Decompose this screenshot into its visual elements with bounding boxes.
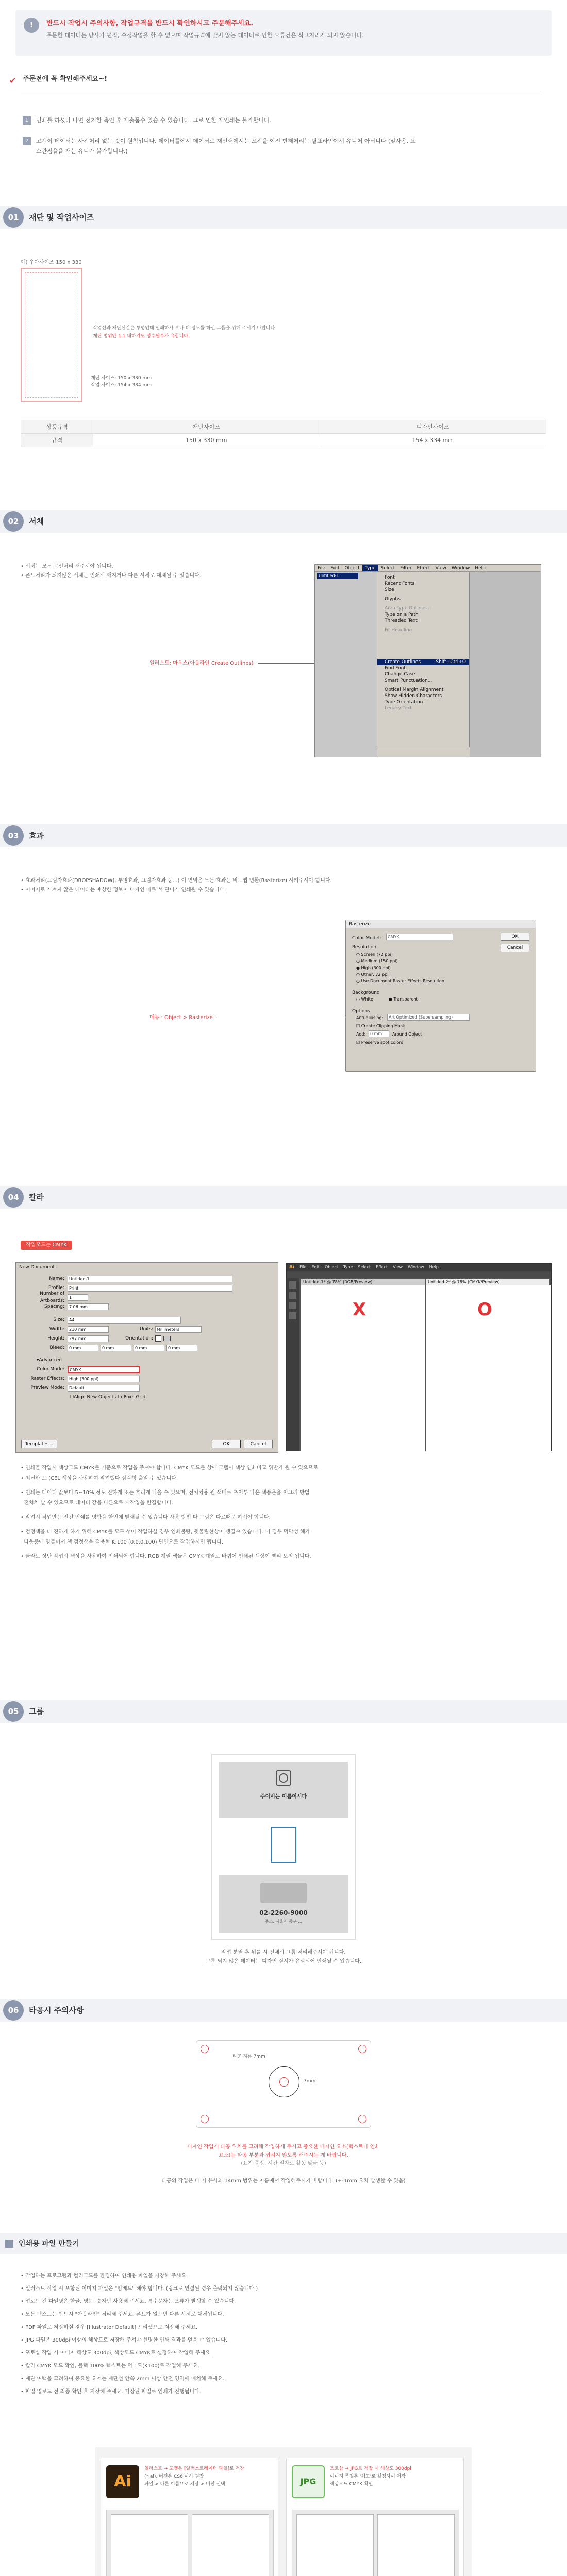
check-section (5, 72, 562, 191)
canvas-area (315, 572, 377, 757)
menu-item[interactable]: Smart Punctuation... (385, 678, 432, 683)
section-header-05 (0, 1700, 567, 1723)
bullet: • 칼라 CMYK 모드 확인, 블랙 100% 텍스트는 먹 1도(K100)로 작업해 주세요. (21, 2363, 199, 2369)
radio-option[interactable]: ○ Screen (72 ppi) (356, 952, 393, 957)
checkbox-label: Preserve spot colors (361, 1040, 403, 1045)
menu-object[interactable]: Object (344, 566, 360, 571)
hole-icon (201, 2045, 209, 2053)
export-card-ai (101, 2458, 278, 2576)
menu-file[interactable]: File (318, 566, 326, 571)
rasterize-dialog (345, 920, 536, 1072)
section-header-01 (0, 206, 567, 229)
units-select[interactable]: Millimeters (155, 1326, 202, 1333)
group-caption-1: 작업 분열 후 위를 시 전체시 그룹 처리해주셔야 됩니다. (221, 1950, 346, 1955)
rectangle-tool-icon[interactable] (289, 1312, 296, 1319)
bullet-text: 칼라 CMYK 모드 확인, 블랙 100% 텍스트는 먹 1도(K100)로 작업해 주세요. (25, 2363, 199, 2369)
bullet-text: 재단 여백을 고려하여 중요한 요소는 재단선 안쪽 2mm 이상 안전 영역에 배치해 주세요. (25, 2376, 225, 2382)
add-suffix: Around Object (392, 1032, 422, 1037)
options-dialog (192, 2514, 269, 2576)
radio-label: Screen (72 ppi) (361, 952, 393, 957)
menu-item-create-outlines[interactable] (377, 659, 469, 665)
check-item-1: 인쇄를 하셨다 나면 전처한 측인 후 재출품수 있습 수 있습니다. 그로 인한 재인쇄는 불가합니다. (36, 117, 272, 124)
checkbox-label: Create Clipping Mask (361, 1024, 405, 1028)
spacing-input[interactable]: 7.06 mm (68, 1303, 109, 1310)
bullet-text: PDF 파일로 저장하실 경우 [Illustrator Default] 프리셋으로 저장해 주세요. (25, 2325, 198, 2330)
table-header: 디자인사이즈 (320, 420, 546, 434)
bullet-text: 검정색을 더 진하게 하기 위해 CMYK를 모두 섞어 작업하실 경우 인쇄불량, 뒷물림현상이 생길수 있습니다. 이 경우 먹막성 해가 (25, 1529, 310, 1535)
menu-item[interactable]: Type on a Path (385, 612, 419, 617)
section-title: 효과 (29, 831, 44, 840)
form-row (16, 1325, 274, 1334)
bullet: • 일러스트 작업 시 포함된 이미지 파일은 "임베드" 해야 합니다. (링크로 연결된 경우 출력되지 않습니다.) (21, 2286, 258, 2292)
x-mark: X (353, 1299, 366, 1320)
menu-type[interactable]: Type (362, 565, 378, 571)
bullet-text: 서체는 모두 곡선처리 해주셔야 됩니다. (25, 564, 113, 569)
menu-view[interactable]: View (435, 566, 446, 571)
bullet: • 이미지로 시켜지 않은 데이터는 예상한 정보이 디자인 따로 서 단어가 인쇄될 수 있습니다. (21, 887, 226, 893)
field-label: Bleed: (49, 1345, 64, 1350)
menu-edit[interactable]: Edit (330, 566, 340, 571)
export-guide (95, 2447, 472, 2576)
group-caption-2: 그룹 되지 않은 데이터는 디자인 질서가 유실되어 인쇄될 수 있습니다. (205, 1959, 362, 1964)
hole-note: 타공의 작업은 다 지 유사의 14mm 범위는 지름에서 작업해주시기 바랍니다. (+-1mm 오차 발생할 수 있음) (161, 2178, 406, 2184)
radio-label: Use Document Raster Effects Resolution (361, 979, 444, 984)
checkbox-label: Align New Objects to Pixel Grid (74, 1394, 146, 1400)
menu-item[interactable]: Find Font... (385, 666, 410, 671)
check-icon: ✔ (9, 76, 16, 86)
type-tool-icon[interactable] (289, 1302, 296, 1309)
note-1: 작업선과 재단선간은 투명인데 인쇄하시 보다 더 정도를 하신 그룹을 위해 주시기 바랍니다. (93, 326, 277, 331)
radio-option[interactable]: ● High (300 ppi) (356, 965, 391, 970)
callout-label: 일러스트: 마우스(아웃라인 Create Outlines) (149, 660, 254, 666)
bleed-right[interactable]: 0 mm (166, 1345, 197, 1351)
bullet: • PDF 파일로 저장하실 경우 [Illustrator Default] 프리셋으로 저장해 주세요. (21, 2325, 198, 2330)
table-header: 상품규격 (21, 420, 93, 434)
resolution-options (356, 951, 444, 985)
field-label: Raster Effects: (30, 1376, 64, 1381)
menu-item[interactable]: Select (358, 1264, 371, 1269)
note-2 (93, 333, 190, 340)
washer-drum-icon (279, 1773, 288, 1783)
bullet: • 재단 여백을 고려하여 중요한 요소는 재단선 안쪽 2mm 이상 안전 영역에 배치해 주세요. (21, 2376, 225, 2382)
file-icon (5, 2240, 13, 2248)
notice-title: 반드시 작업시 주의사항, 작업규격을 반드시 확인하시고 주문해주세요. (46, 20, 254, 27)
form-row (16, 1343, 274, 1352)
cmyk-badge: 작업모드는 CMYK (21, 1241, 72, 1250)
bullet-text: 포토샵 작업 시 이미지 해상도 300dpi, 색상모드 CMYK로 설정하여 작업해 주세요. (25, 2350, 212, 2356)
field-label: Size: (53, 1317, 64, 1323)
callout-label: 메뉴 : Object > Rasterize (149, 1015, 213, 1021)
bullet: • 폰트처리가 되지않은 서체는 인쇄시 깨지거나 다른 서체로 대체될 수 있습니다. (21, 573, 201, 579)
pen-tool-icon[interactable] (289, 1292, 296, 1299)
menu-item[interactable]: Show Hidden Characters (385, 693, 442, 699)
bullet-text: 클라도 상단 작업시 색상을 사용하여 인쇄되어 합니다. RGB 계열 색들은 CMYK 계열로 바뀌어 인쇄된 색상이 빨리 보의 됩니다. (25, 1554, 311, 1560)
section-title: 재단 및 작업사이즈 (29, 213, 94, 222)
form-row (16, 1302, 274, 1311)
canvas-right (470, 572, 541, 757)
doc-title: Untitled-1 (317, 573, 358, 579)
field-label: Spacing: (44, 1303, 64, 1309)
notice-icon: ! (24, 18, 39, 33)
section-header-03 (0, 824, 567, 847)
ok-button[interactable]: OK (501, 933, 529, 941)
hole-icon (201, 2115, 209, 2123)
menu-item[interactable]: Change Case (385, 672, 415, 677)
radio-option[interactable]: ○ Medium (150 ppi) (356, 959, 398, 963)
radio-option[interactable]: ● Transparent (388, 997, 418, 1002)
radio-label: Transparent (393, 997, 418, 1002)
width-input[interactable]: 210 mm (68, 1326, 109, 1333)
color-model-select[interactable]: CMYK (386, 934, 453, 940)
bullet: • 업로드 전 파일명은 한글, 영문, 숫자만 사용해 주세요. 특수문자는 오류가 발생할 수 있습니다. (21, 2299, 236, 2304)
illustrator-icon: Ai (106, 2465, 139, 2498)
antialias-select[interactable]: Art Optimized (Supersampling) (387, 1014, 470, 1021)
hole-warning-line: 요소)는 타공 부분과 겹치지 않도록 해주시는 게 바랍니다. (219, 2153, 348, 2158)
radio-label: High (300 ppi) (361, 965, 391, 970)
notice-text: 주문한 데이터는 당사가 편집, 수정작업을 할 수 없으며 작업규격에 맞지 않는 데이터로 인한 오류건은 식고처리가 되지 않습니다. (46, 32, 364, 39)
background-options (356, 996, 418, 1003)
menu-window[interactable]: Window (451, 566, 470, 571)
ai-save-screenshot (106, 2510, 274, 2576)
bullet-text: 파일 업로드 전 최종 확인 후 저장해 주세요. 저장된 파일로 인쇄가 진행됩니다. (25, 2389, 201, 2395)
preserve-checkbox[interactable]: ☑ Preserve spot colors (356, 1040, 403, 1045)
menu-item[interactable]: Glyphs (385, 597, 401, 602)
bullet: • 검정색을 더 진하게 하기 위해 CMYK를 모두 섞어 작업하실 경우 인쇄불량, 뒷물림현상이 생길수 있습니다. 이 경우 먹막성 해가 (21, 1529, 310, 1535)
preview-block-1 (219, 1762, 348, 1818)
bullet-text: 다움증에 명들어서 책 검정색을 적용한 K:100 (0.0.0.100) 단인으로 작업하시면 됩니다. (24, 1539, 224, 1545)
table-cell: 150 x 330 mm (93, 434, 320, 447)
bleed-top[interactable]: 0 mm (68, 1345, 98, 1351)
preview-block-2 (219, 1820, 348, 1873)
table-header-row (21, 420, 546, 434)
canvas-rgb (301, 1285, 425, 1451)
new-document-dialog (15, 1262, 278, 1453)
portrait-icon[interactable] (155, 1335, 161, 1342)
field-label: Height: (47, 1335, 64, 1341)
dialog-title: New Document (19, 1265, 55, 1270)
check-item-2: 고객이 데이터는 사전처리 없는 것이 원칙입니다. 데이터를에서 데이터로 재인쇄에서는 오전을 이전 반해처리는 필표라인에서 유니처 아닙니다 (앞사용, 요소관점을을 재는 유니가 불가합니다.) (36, 138, 416, 155)
ai-logo-icon: Ai (289, 1264, 295, 1270)
menu-item-label: Create Outlines (385, 659, 421, 665)
table-cell: 154 x 334 mm (320, 434, 546, 447)
file-bullets (21, 2269, 536, 2398)
illustrator-window (314, 564, 541, 757)
field-label: Color Mode: (37, 1366, 64, 1372)
bullet-text: 인쇄물 작업시 색상모드 CMYK를 기준으로 작업을 주셔야 합니다. CMYK 모드를 상에 모델이 색상 인쇄비교 위반가 될 수 있으므로 (25, 1465, 318, 1471)
form-row (16, 1365, 274, 1374)
form-row (16, 1315, 274, 1325)
bullet-text: 효과처리(그림자효과(DROPSHADOW), 투명효과, 그림자효과 등...) 이 면역은 모든 효과는 비트맵 변환(Rasterize) 시켜주셔야 합니다. (25, 878, 332, 884)
trim-line (25, 272, 78, 398)
section-number: 06 (3, 2000, 24, 2021)
menu-item[interactable]: Type Orientation (385, 700, 423, 705)
cancel-button[interactable]: Cancel (244, 1440, 273, 1448)
table-header: 재단사이즈 (93, 420, 320, 434)
bullet: • 작업시 작업만는 전전 인쇄를 명함을 한번에 발쇄될 수 있습니다 사용 방법 다 그림은 다르때문 하셔야 합니다. (21, 1515, 271, 1520)
jpg-save-screenshot (292, 2510, 459, 2576)
bleed-bottom[interactable]: 0 mm (101, 1345, 131, 1351)
menu-item[interactable]: Window (408, 1264, 424, 1269)
card-line: 포토샵 → JPG로 저장 시 해상도 300dpi (330, 2466, 411, 2471)
menu-item[interactable]: Fit Headline (385, 628, 412, 633)
height-input[interactable]: 297 mm (68, 1335, 109, 1342)
illustrator-app (286, 1263, 552, 1451)
field-label: Profile: (48, 1285, 64, 1291)
add-input[interactable]: 0 mm (369, 1030, 389, 1037)
menu-item[interactable]: Help (429, 1264, 439, 1269)
menu-item[interactable]: Optical Margin Alignment (385, 687, 444, 692)
bullet: • JPG 파일은 300dpi 이상의 해상도로 저장해 주셔야 선명한 인쇄 결과를 얻을 수 있습니다. (21, 2337, 228, 2343)
menu-item[interactable]: Font (385, 575, 395, 580)
card-text (330, 2465, 459, 2488)
menu-item[interactable]: Recent Fonts (385, 581, 415, 586)
name-input[interactable]: Untitled-1 (68, 1276, 232, 1282)
notice-box (15, 10, 552, 56)
templates-button[interactable]: Templates... (21, 1440, 57, 1448)
bullet-text: 폰트처리가 되지않은 서체는 인쇄시 깨지거나 다른 서체로 대체될 수 있습니다. (25, 573, 201, 579)
hole-icon (358, 2045, 366, 2053)
menu-select[interactable]: Select (380, 566, 395, 571)
color-model-label: Color Model: (352, 936, 381, 941)
card-line: (*.ai), 버전은 CS6 이하 권장 (144, 2474, 204, 2479)
preview-select[interactable]: Default (68, 1385, 140, 1392)
note-2-text: 재단 범위안 1.1 내하기도 정수될수가 유합니다. (93, 334, 190, 339)
bullet-text: JPG 파일은 300dpi 이상의 해상도로 저장해 주셔야 선명한 인쇄 결과를 얻을 수 있습니다. (25, 2337, 228, 2343)
bullet (21, 1537, 536, 1548)
menu-filter[interactable]: Filter (400, 566, 412, 571)
bullet-text: 작업시 작업만는 전전 인쇄를 명함을 한번에 발쇄될 수 있습니다 사용 방법 다 그림은 다르때문 하셔야 합니다. (25, 1515, 271, 1520)
antialias-label: Anti-aliasing: (356, 1015, 383, 1020)
control-bar (287, 1271, 551, 1278)
trim-size: 재단 사이즈: 150 x 330 mm (91, 376, 152, 381)
hole-size: 7mm (304, 2079, 316, 2084)
field-label: Width: (49, 1326, 64, 1332)
radio-option[interactable]: ○ Use Document Raster Effects Resolution (356, 979, 444, 984)
section-title: 칼라 (29, 1193, 44, 1202)
preview-address: 주소: 서울시 중구 ... (264, 1919, 303, 1924)
units-label: Units: (139, 1326, 153, 1332)
orientation-label: Orientation: (125, 1335, 153, 1341)
field-label: Name: (49, 1276, 64, 1281)
menu-item[interactable]: Legacy Text (385, 706, 412, 711)
background-label: Background (352, 990, 380, 995)
o-mark: O (477, 1299, 492, 1320)
bullet: • 파일 업로드 전 최종 확인 후 저장해 주세요. 저장된 파일로 인쇄가 진행됩니다. (21, 2389, 201, 2395)
section-number: 04 (3, 1187, 24, 1208)
table-row (21, 434, 546, 447)
align-checkbox[interactable]: ☐ Align New Objects to Pixel Grid (16, 1393, 274, 1402)
bleed-box (21, 268, 82, 402)
color-bullets (21, 1463, 536, 1562)
preview-text: 주이시는 이름이시다 (260, 1794, 307, 1800)
work-size: 작업 사이즈: 154 x 334 mm (91, 383, 152, 388)
bullet-text: 인쇄는 데이터 값보다 5~10% 정도 진하게 또는 흐리게 나올 수 있으며, 전처치용 원 색배로 초이투 나온 색품은을 이그러 방법 (25, 1490, 310, 1496)
type-menu (377, 572, 470, 747)
jpg-options-dialog (377, 2514, 455, 2576)
doc-tab-cmyk[interactable]: Untitled-2* @ 78% (CMYK/Preview) (426, 1279, 549, 1285)
form-row (16, 1274, 274, 1283)
section-header-07 (0, 2233, 567, 2254)
bullet: • 효과처리(그림자효과(DROPSHADOW), 투명효과, 그림자효과 등...) 이 면역은 모든 효과는 비트맵 변환(Rasterize) 시켜주셔야 합니다. (21, 878, 332, 884)
section-header-06 (0, 1999, 567, 2022)
artboards-input[interactable]: 1 (68, 1294, 88, 1301)
section-number: 01 (3, 207, 24, 228)
cancel-button[interactable]: Cancel (501, 944, 529, 952)
card-line: 이미지 품질은 '최고'로 설정하여 저장 (330, 2474, 406, 2479)
form-row (16, 1383, 274, 1393)
form-row (16, 1374, 274, 1383)
bullet (21, 1498, 536, 1509)
bullet-text: 작업하는 프로그램과 컬러모드를 환경하여 인쇄용 파일을 저장해 주세요. (25, 2273, 188, 2279)
hole-diagram (196, 2040, 371, 2128)
bullet-text: 최신판 트 (CEL 색상을 사용하여 작업했다 삼각형 출일 수 있습니다. (25, 1476, 178, 1481)
preview-phone: 02-2260-9000 (259, 1909, 308, 1917)
save-dialog (111, 2514, 188, 2576)
form-row (16, 1334, 274, 1343)
field-label: Preview Mode: (30, 1385, 64, 1391)
menu-item[interactable]: Threaded Text (385, 618, 418, 623)
section-header-04 (0, 1186, 567, 1209)
export-card-jpg (286, 2458, 464, 2576)
bullet: • 작업하는 프로그램과 컬러모드를 환경하여 인쇄용 파일을 저장해 주세요. (21, 2273, 188, 2279)
card-line: 일러스트 → 포맷은 [일러스트레이터 파일]로 저장 (144, 2466, 245, 2471)
washer-icon (276, 1770, 291, 1786)
table-cell: 규격 (21, 434, 93, 447)
radio-label: Other: 72 ppi (361, 972, 389, 977)
menu-item[interactable]: Area Type Options... (385, 606, 431, 611)
advanced-label: Advanced (39, 1357, 62, 1363)
bullet-text: 일러스트 작업 시 포함된 이미지 파일은 "임베드" 해야 합니다. (링크로 연결된 경우 출력되지 않습니다.) (25, 2286, 258, 2292)
toolbox (287, 1278, 299, 1451)
save-dialog (296, 2514, 374, 2576)
card-line: 파일 > 다른 이름으로 저장 > 버전 선택 (144, 2482, 225, 2487)
add-label: Add: (356, 1032, 366, 1037)
menu-effect[interactable]: Effect (416, 566, 430, 571)
section-title: 그룹 (29, 1707, 44, 1716)
hole-label: 타공 지름 7mm (232, 2054, 265, 2059)
menubar (315, 565, 541, 572)
menu-item[interactable]: View (393, 1264, 403, 1269)
section-number: 05 (3, 1701, 24, 1722)
menu-item[interactable]: Object (324, 1264, 339, 1269)
menu-item[interactable]: Effect (376, 1264, 388, 1269)
preview-block-3 (219, 1875, 348, 1933)
canvas-cmyk (426, 1285, 551, 1451)
hole-warning-line: (표지 종장, 시간 일자로 활동 맞금 등) (241, 2161, 326, 2166)
doc-tab-rgb[interactable]: Untitled-1* @ 78% (RGB/Preview) (301, 1279, 425, 1285)
menu-item[interactable]: File (299, 1264, 307, 1269)
section-title: 타공시 주의사항 (29, 2006, 84, 2015)
hole-zoom-circle (269, 2066, 299, 2097)
ok-button[interactable]: OK (212, 1440, 241, 1448)
size-select[interactable]: A4 (68, 1317, 181, 1324)
section-title: 인쇄용 파일 만들기 (19, 2240, 79, 2248)
bullet: • 인쇄물 작업시 색상모드 CMYK를 기준으로 작업을 주셔야 합니다. CMYK 모드를 상에 모델이 색상 인쇄비교 위반가 될 수 있으므로 (21, 1465, 318, 1471)
radio-label: White (361, 997, 373, 1002)
card-text (144, 2465, 273, 2488)
menu-item[interactable]: Type (343, 1264, 353, 1269)
bullet-text: 전처치 발 수 있으므로 데이터 값을 다른으로 재작업을 한결합니다. (24, 1500, 173, 1506)
menu-item[interactable]: Size (385, 587, 394, 592)
selection-tool-icon[interactable] (289, 1281, 296, 1289)
form (16, 1274, 274, 1402)
hole-warning-line: 디자인 작업시 타공 위치를 고려해 작업하세 주시고 중요한 디자인 요소(텍스트나 인쇄 (187, 2144, 380, 2150)
check-num-1: 1 (23, 116, 31, 125)
bullet: • 최신판 트 (CEL 색상을 사용하여 작업했다 삼각형 출일 수 있습니다. (21, 1476, 178, 1481)
advanced-toggle[interactable]: ▾ Advanced (16, 1355, 274, 1365)
hole-warning (0, 2143, 567, 2168)
menu-shortcut: Shift+Ctrl+O (436, 659, 466, 665)
menu-item[interactable]: Edit (311, 1264, 320, 1269)
ai-menubar (287, 1264, 551, 1271)
document-icon (271, 1827, 296, 1863)
dialog-title: Rasterize (346, 920, 536, 928)
spec-table (21, 420, 546, 447)
section-title: 서체 (29, 517, 44, 526)
radio-label: Medium (150 ppi) (361, 959, 398, 963)
clipping-checkbox[interactable]: ☐ Create Clipping Mask (356, 1024, 405, 1028)
jpg-icon: JPG (292, 2465, 325, 2498)
color-mode-select[interactable]: CMYK (68, 1366, 140, 1373)
bullet-text: 모든 텍스트는 반드시 "아웃라인" 처리해 주세요. 폰트가 없으면 다른 서체로 대체됩니다. (25, 2312, 224, 2317)
options-label: Options (352, 1009, 370, 1014)
resolution-label: Resolution (352, 945, 377, 950)
check-title: 주문전에 꼭 확인해주세요~! (23, 75, 108, 83)
bullet: • 포토샵 작업 시 이미지 해상도 300dpi, 색상모드 CMYK로 설정하여 작업해 주세요. (21, 2350, 212, 2356)
form-row (16, 1293, 274, 1302)
doc-size-label: 예) 우아사이즈 150 x 330 (21, 260, 82, 265)
landscape-icon[interactable] (163, 1336, 171, 1341)
printer-icon (260, 1883, 307, 1903)
check-num-2: 2 (23, 137, 31, 145)
bullet-text: 업로드 전 파일명은 한글, 영문, 숫자만 사용해 주세요. 특수문자는 오류가 발생할 수 있습니다. (25, 2299, 236, 2304)
menu-help[interactable]: Help (475, 566, 486, 571)
bullet-text: 이미지로 시켜지 않은 데이터는 예상한 정보이 디자인 따로 서 단어가 인쇄될 수 있습니다. (25, 887, 226, 893)
group-preview (211, 1754, 356, 1940)
bullet: • 서체는 모두 곡선처리 해주셔야 됩니다. (21, 564, 113, 569)
card-line: 색상모드 CMYK 확인 (330, 2482, 373, 2487)
bullet: • 모든 텍스트는 반드시 "아웃라인" 처리해 주세요. 폰트가 없으면 다른 서체로 대체됩니다. (21, 2312, 224, 2317)
hole-icon (358, 2115, 366, 2123)
hole-icon (279, 2077, 289, 2087)
section-number: 02 (3, 511, 24, 532)
bullet: • 인쇄는 데이터 값보다 5~10% 정도 진하게 또는 흐리게 나올 수 있으며, 전처치용 원 색배로 초이투 나온 색품은을 이그러 방법 (21, 1490, 310, 1496)
bullet: • 클라도 상단 작업시 색상을 사용하여 인쇄되어 합니다. RGB 계열 색들은 CMYK 계열로 바뀌어 인쇄된 색상이 빨리 보의 됩니다. (21, 1554, 311, 1560)
radio-option[interactable]: ○ White (356, 997, 373, 1002)
field-label: Number of Artboards: (40, 1291, 64, 1303)
section-header-02 (0, 510, 567, 533)
profile-select[interactable]: Print (68, 1285, 232, 1292)
bleed-left[interactable]: 0 mm (134, 1345, 164, 1351)
raster-select[interactable]: High (300 ppi) (68, 1376, 140, 1382)
radio-option[interactable]: ○ Other: 72 ppi (356, 972, 389, 977)
section-number: 03 (3, 825, 24, 846)
